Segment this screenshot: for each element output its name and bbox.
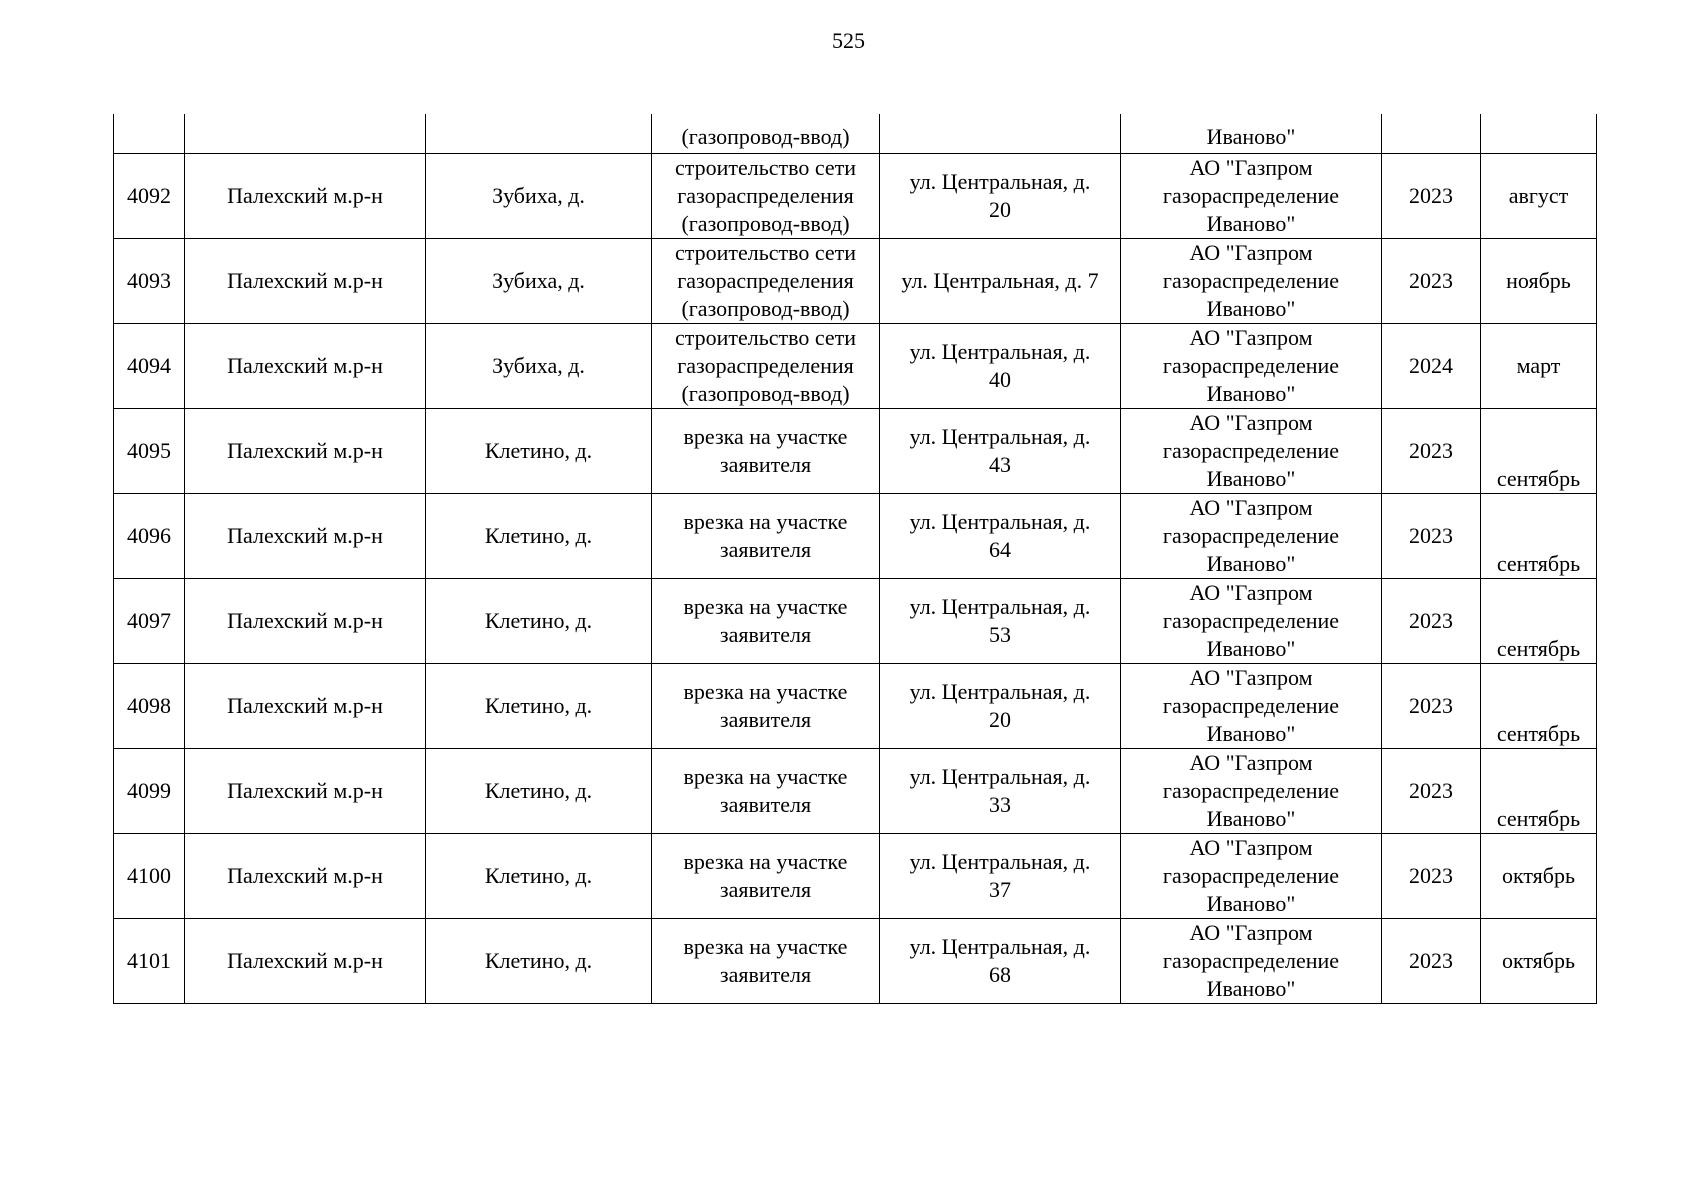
page-number: 525 <box>832 28 865 53</box>
cell-address <box>880 114 1121 153</box>
cell-address: ул. Центральная, д. 64 <box>880 493 1121 578</box>
cell-district: Палехский м.р-н <box>185 493 426 578</box>
table-row <box>114 408 1597 493</box>
cell-month: сентябрь <box>1481 578 1597 663</box>
cell-address: ул. Центральная, д. 20 <box>880 663 1121 748</box>
cell-settlement: Клетино, д. <box>426 833 652 918</box>
cell-month: сентябрь <box>1481 748 1597 833</box>
cell-month: сентябрь <box>1481 408 1597 493</box>
cell-month: сентябрь <box>1481 663 1597 748</box>
cell-settlement: Клетино, д. <box>426 663 652 748</box>
cell-organization: АО "Газпром газораспределение Иваново" <box>1121 578 1382 663</box>
cell-id: 4095 <box>114 408 185 493</box>
cell-year: 2023 <box>1382 918 1481 1003</box>
cell-work-type: врезка на участке заявителя <box>652 748 880 833</box>
cell-district: Палехский м.р-н <box>185 153 426 238</box>
cell-settlement: Клетино, д. <box>426 748 652 833</box>
cell-address: ул. Центральная, д. 43 <box>880 408 1121 493</box>
cell-month: октябрь <box>1481 918 1597 1003</box>
cell-id: 4101 <box>114 918 185 1003</box>
cell-organization: АО "Газпром газораспределение Иваново" <box>1121 918 1382 1003</box>
cell-district: Палехский м.р-н <box>185 663 426 748</box>
cell-address: ул. Центральная, д. 20 <box>880 153 1121 238</box>
cell-year: 2023 <box>1382 748 1481 833</box>
cell-organization: АО "Газпром газораспределение Иваново" <box>1121 493 1382 578</box>
cell-organization: Иваново" <box>1121 114 1382 153</box>
cell-work-type: строительство сети газораспределения (газопровод-ввод) <box>652 238 880 323</box>
cell-year: 2023 <box>1382 153 1481 238</box>
cell-work-type: врезка на участке заявителя <box>652 833 880 918</box>
cell-settlement: Клетино, д. <box>426 408 652 493</box>
cell-month <box>1481 114 1597 153</box>
continuation-row <box>114 114 1597 153</box>
table-row <box>114 663 1597 748</box>
cell-month: август <box>1481 153 1597 238</box>
cell-settlement: Зубиха, д. <box>426 238 652 323</box>
cell-month: март <box>1481 323 1597 408</box>
cell-year: 2023 <box>1382 408 1481 493</box>
cell-month: ноябрь <box>1481 238 1597 323</box>
cell-id: 4096 <box>114 493 185 578</box>
cell-organization: АО "Газпром газораспределение Иваново" <box>1121 748 1382 833</box>
cell-settlement: Клетино, д. <box>426 493 652 578</box>
cell-year: 2023 <box>1382 493 1481 578</box>
cell-district: Палехский м.р-н <box>185 748 426 833</box>
cell-organization: АО "Газпром газораспределение Иваново" <box>1121 238 1382 323</box>
cell-id: 4094 <box>114 323 185 408</box>
cell-organization: АО "Газпром газораспределение Иваново" <box>1121 833 1382 918</box>
cell-month: сентябрь <box>1481 493 1597 578</box>
cell-district: Палехский м.р-н <box>185 408 426 493</box>
cell-settlement <box>426 114 652 153</box>
table-row <box>114 918 1597 1003</box>
cell-organization: АО "Газпром газораспределение Иваново" <box>1121 663 1382 748</box>
table-row <box>114 493 1597 578</box>
cell-organization: АО "Газпром газораспределение Иваново" <box>1121 323 1382 408</box>
table-row <box>114 578 1597 663</box>
table-row <box>114 323 1597 408</box>
cell-work-type: врезка на участке заявителя <box>652 918 880 1003</box>
cell-work-type: врезка на участке заявителя <box>652 663 880 748</box>
cell-id: 4099 <box>114 748 185 833</box>
cell-id: 4093 <box>114 238 185 323</box>
gas-connection-table <box>113 114 1597 1004</box>
cell-address: ул. Центральная, д. 40 <box>880 323 1121 408</box>
cell-address: ул. Центральная, д. 37 <box>880 833 1121 918</box>
table-row <box>114 153 1597 238</box>
cell-year: 2023 <box>1382 663 1481 748</box>
cell-district <box>185 114 426 153</box>
cell-id <box>114 114 185 153</box>
cell-year <box>1382 114 1481 153</box>
cell-organization: АО "Газпром газораспределение Иваново" <box>1121 153 1382 238</box>
cell-work-type: врезка на участке заявителя <box>652 578 880 663</box>
cell-district: Палехский м.р-н <box>185 578 426 663</box>
table-row <box>114 833 1597 918</box>
cell-id: 4100 <box>114 833 185 918</box>
cell-work-type: строительство сети газораспределения (газопровод-ввод) <box>652 323 880 408</box>
cell-year: 2024 <box>1382 323 1481 408</box>
cell-address: ул. Центральная, д. 33 <box>880 748 1121 833</box>
table-row <box>114 748 1597 833</box>
cell-id: 4092 <box>114 153 185 238</box>
cell-district: Палехский м.р-н <box>185 323 426 408</box>
cell-address: ул. Центральная, д. 53 <box>880 578 1121 663</box>
table-row <box>114 238 1597 323</box>
cell-year: 2023 <box>1382 578 1481 663</box>
cell-district: Палехский м.р-н <box>185 918 426 1003</box>
cell-work-type: строительство сети газораспределения (газопровод-ввод) <box>652 153 880 238</box>
cell-address: ул. Центральная, д. 7 <box>880 238 1121 323</box>
cell-year: 2023 <box>1382 833 1481 918</box>
cell-work-type: врезка на участке заявителя <box>652 408 880 493</box>
cell-id: 4098 <box>114 663 185 748</box>
cell-year: 2023 <box>1382 238 1481 323</box>
cell-district: Палехский м.р-н <box>185 238 426 323</box>
cell-settlement: Клетино, д. <box>426 918 652 1003</box>
cell-work-type: врезка на участке заявителя <box>652 493 880 578</box>
cell-address: ул. Центральная, д. 68 <box>880 918 1121 1003</box>
cell-id: 4097 <box>114 578 185 663</box>
cell-settlement: Зубиха, д. <box>426 153 652 238</box>
cell-settlement: Зубиха, д. <box>426 323 652 408</box>
cell-month: октябрь <box>1481 833 1597 918</box>
cell-settlement: Клетино, д. <box>426 578 652 663</box>
cell-district: Палехский м.р-н <box>185 833 426 918</box>
cell-organization: АО "Газпром газораспределение Иваново" <box>1121 408 1382 493</box>
cell-work-type: (газопровод-ввод) <box>652 114 880 153</box>
